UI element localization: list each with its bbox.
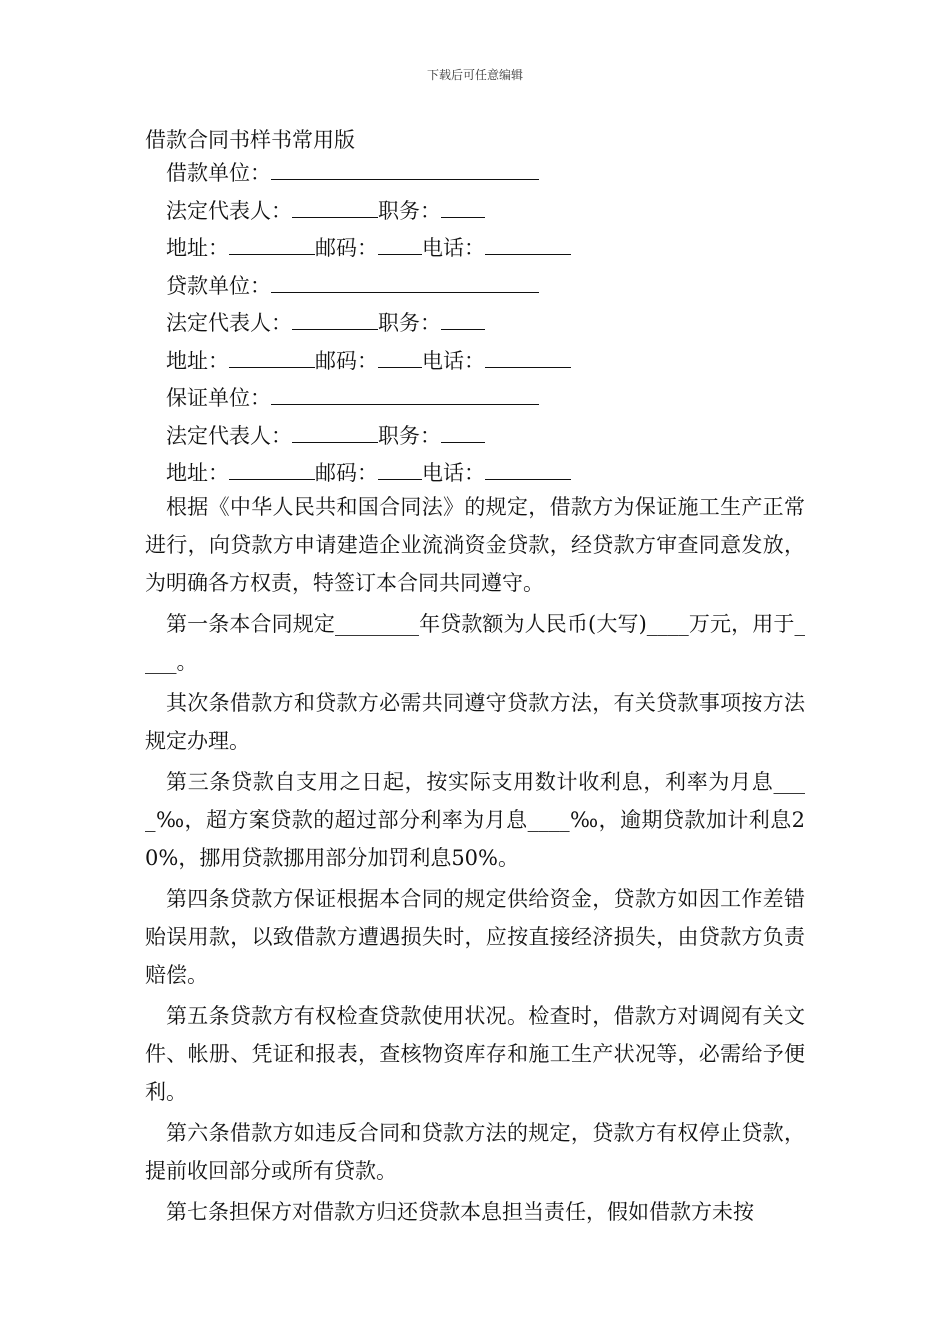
phone-blank[interactable] xyxy=(485,232,571,255)
guarantor-address-line xyxy=(166,455,571,493)
address-blank[interactable] xyxy=(229,232,315,255)
address-label: 地址： xyxy=(166,236,229,260)
position-label: 职务： xyxy=(378,198,441,223)
phone-blank[interactable] xyxy=(485,457,571,480)
page-header: 下载后可任意编辑 xyxy=(426,68,523,82)
guarantor-rep-line xyxy=(166,418,571,456)
contract-body xyxy=(145,488,805,1234)
address-label: 地址： xyxy=(166,461,229,485)
lender-rep-line xyxy=(166,305,571,343)
borrower-unit-line xyxy=(166,155,571,193)
rep-blank[interactable] xyxy=(292,420,378,443)
article-1-paragraph: 第一条本合同规定________年贷款额为人民币(大写)____万元，用于____。 xyxy=(145,612,805,674)
rep-blank[interactable] xyxy=(292,195,378,218)
phone-label: 电话： xyxy=(422,348,485,373)
position-blank[interactable] xyxy=(441,420,485,443)
unit-blank[interactable] xyxy=(271,157,539,180)
unit-blank[interactable] xyxy=(271,270,539,293)
guarantor-unit-line xyxy=(166,380,571,418)
party-fields xyxy=(166,155,571,493)
preamble-paragraph: 根据《中华人民共和国合同法》的规定，借款方为保证施工生产正常进行，向贷款方申请建造企业流淌资金贷款，经贷款方审查同意发放，为明确各方权责，特签订本合同共同遵守。 xyxy=(145,495,805,595)
article-4-paragraph: 第四条贷款方保证根据本合同的规定供给资金，贷款方如因工作差错贻误用款，以致借款方遭遇损失时，应按直接经济损失，由贷款方负责赔偿。 xyxy=(145,887,805,987)
unit-label: 保证单位： xyxy=(166,386,271,410)
postcode-label: 邮码： xyxy=(315,461,378,485)
lender-unit-line xyxy=(166,268,571,306)
postcode-label: 邮码： xyxy=(315,348,378,373)
rep-blank[interactable] xyxy=(292,307,378,330)
document-title: 借款合同书样书常用版 xyxy=(145,128,355,152)
postcode-blank[interactable] xyxy=(378,457,422,480)
address-label: 地址： xyxy=(166,348,229,373)
address-blank[interactable] xyxy=(229,457,315,480)
position-label: 职务： xyxy=(378,311,441,335)
address-blank[interactable] xyxy=(229,345,315,368)
lender-address-line xyxy=(166,343,571,381)
article-3-paragraph: 第三条贷款自支用之日起，按实际支用数计收利息，利率为月息____‰，超方案贷款的超过部分利率为月息____‰，逾期贷款加计利息20%，挪用贷款挪用部分加罚利息50%。 xyxy=(145,770,805,870)
phone-blank[interactable] xyxy=(485,345,571,368)
article-6-paragraph: 第六条借款方如违反合同和贷款方法的规定，贷款方有权停止贷款，提前收回部分或所有贷款。 xyxy=(145,1121,805,1183)
borrower-rep-line xyxy=(166,193,571,231)
rep-label: 法定代表人： xyxy=(166,423,292,448)
unit-label: 贷款单位： xyxy=(166,273,271,298)
article-5-paragraph: 第五条贷款方有权检查贷款使用状况。检查时，借款方对调阅有关文件、帐册、凭证和报表，查核物资库存和施工生产状况等，必需给予便利。 xyxy=(145,1004,805,1104)
phone-label: 电话： xyxy=(422,236,485,260)
borrower-address-line xyxy=(166,230,571,268)
rep-label: 法定代表人： xyxy=(166,311,292,335)
article-7-paragraph: 第七条担保方对借款方归还贷款本息担当责任，假如借款方未按 xyxy=(166,1200,754,1224)
position-label: 职务： xyxy=(378,423,441,448)
phone-label: 电话： xyxy=(422,461,485,485)
rep-label: 法定代表人： xyxy=(166,198,292,223)
article-2-paragraph: 其次条借款方和贷款方必需共同遵守贷款方法，有关贷款事项按方法规定办理。 xyxy=(145,691,805,753)
unit-label: 借款单位： xyxy=(166,161,271,185)
postcode-blank[interactable] xyxy=(378,345,422,368)
position-blank[interactable] xyxy=(441,307,485,330)
unit-blank[interactable] xyxy=(271,382,539,405)
postcode-blank[interactable] xyxy=(378,232,422,255)
postcode-label: 邮码： xyxy=(315,236,378,260)
position-blank[interactable] xyxy=(441,195,485,218)
